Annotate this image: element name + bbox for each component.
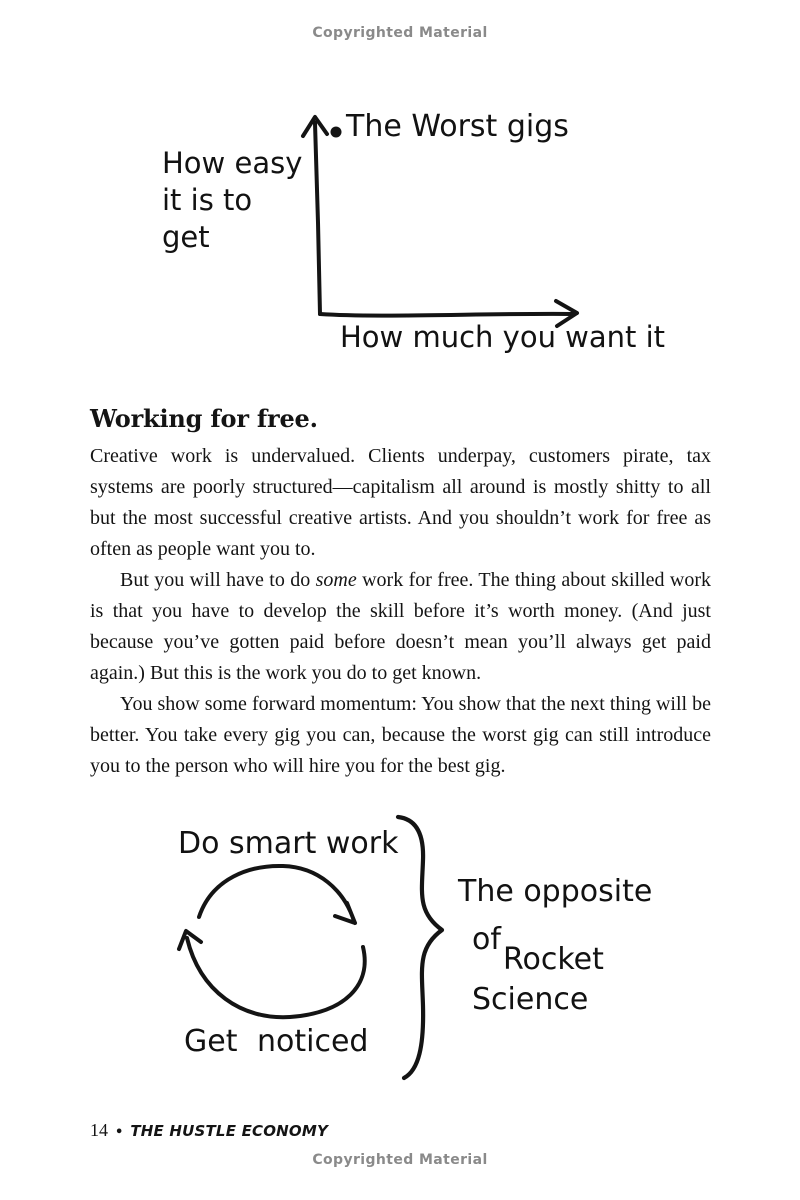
paragraph-1: Creative work is undervalued. Clients underpay, customers pirate, tax systems are poorly structured—capitalism all around is mostly shitty to all but the most successful creative artists. And you shouldn’t work for free as often as people want you to. <box>90 445 711 560</box>
cycle-arrow-bottom <box>179 931 365 1017</box>
paragraph-3: You show some forward momentum: You show that the next thing will be better. You take every gig you can, because the worst gig can still introduce you to the person who will hire you for the best gig. <box>90 693 711 777</box>
y-axis-label <box>162 145 302 256</box>
y-axis-label-line1: How easy <box>162 146 303 180</box>
brace-annotation-line3: Rocket <box>503 942 604 977</box>
page-footer <box>90 1120 328 1141</box>
paragraph-2-italic-word: some <box>315 569 357 591</box>
copyright-notice-bottom: Copyrighted Material <box>312 1152 488 1168</box>
y-axis-arrow <box>303 117 327 314</box>
data-point-dot <box>331 127 342 138</box>
cycle-bottom-label: Get noticed <box>184 1024 369 1059</box>
book-title: THE HUSTLE ECONOMY <box>130 1122 329 1140</box>
cycle-top-label: Do smart work <box>178 826 399 861</box>
copyright-notice-top: Copyrighted Material <box>312 25 488 41</box>
point-label: The Worst gigs <box>346 109 569 144</box>
brace-annotation-line4: Science <box>472 982 589 1017</box>
footer-bullet: • <box>115 1125 124 1140</box>
work-noticed-cycle-diagram <box>120 810 680 1102</box>
section-body <box>90 404 711 782</box>
paragraph-2-segment-pre: But you will have to do <box>120 569 316 591</box>
brace-annotation-line1: The opposite <box>458 874 653 909</box>
x-axis-label: How much you want it <box>340 320 666 354</box>
curly-brace <box>398 817 442 1078</box>
brace-annotation-line2: of <box>472 922 501 957</box>
paragraph-2 <box>90 565 711 689</box>
section-heading: Working for free. <box>90 404 318 433</box>
cycle-arrow-top <box>199 866 355 923</box>
y-axis-label-line3: get <box>162 220 210 254</box>
page-number: 14 <box>90 1120 108 1140</box>
paragraph-2-segment-post: work for free. The thing about skilled work is that you have to develop the skill before it’s worth money. (And just because you’ve gotten paid before doesn’t mean you’ll always get paid again.) But this is the work you do to get known. <box>90 569 711 684</box>
want-vs-easy-chart <box>90 95 666 387</box>
y-axis-label-line2: it is to <box>162 183 253 217</box>
